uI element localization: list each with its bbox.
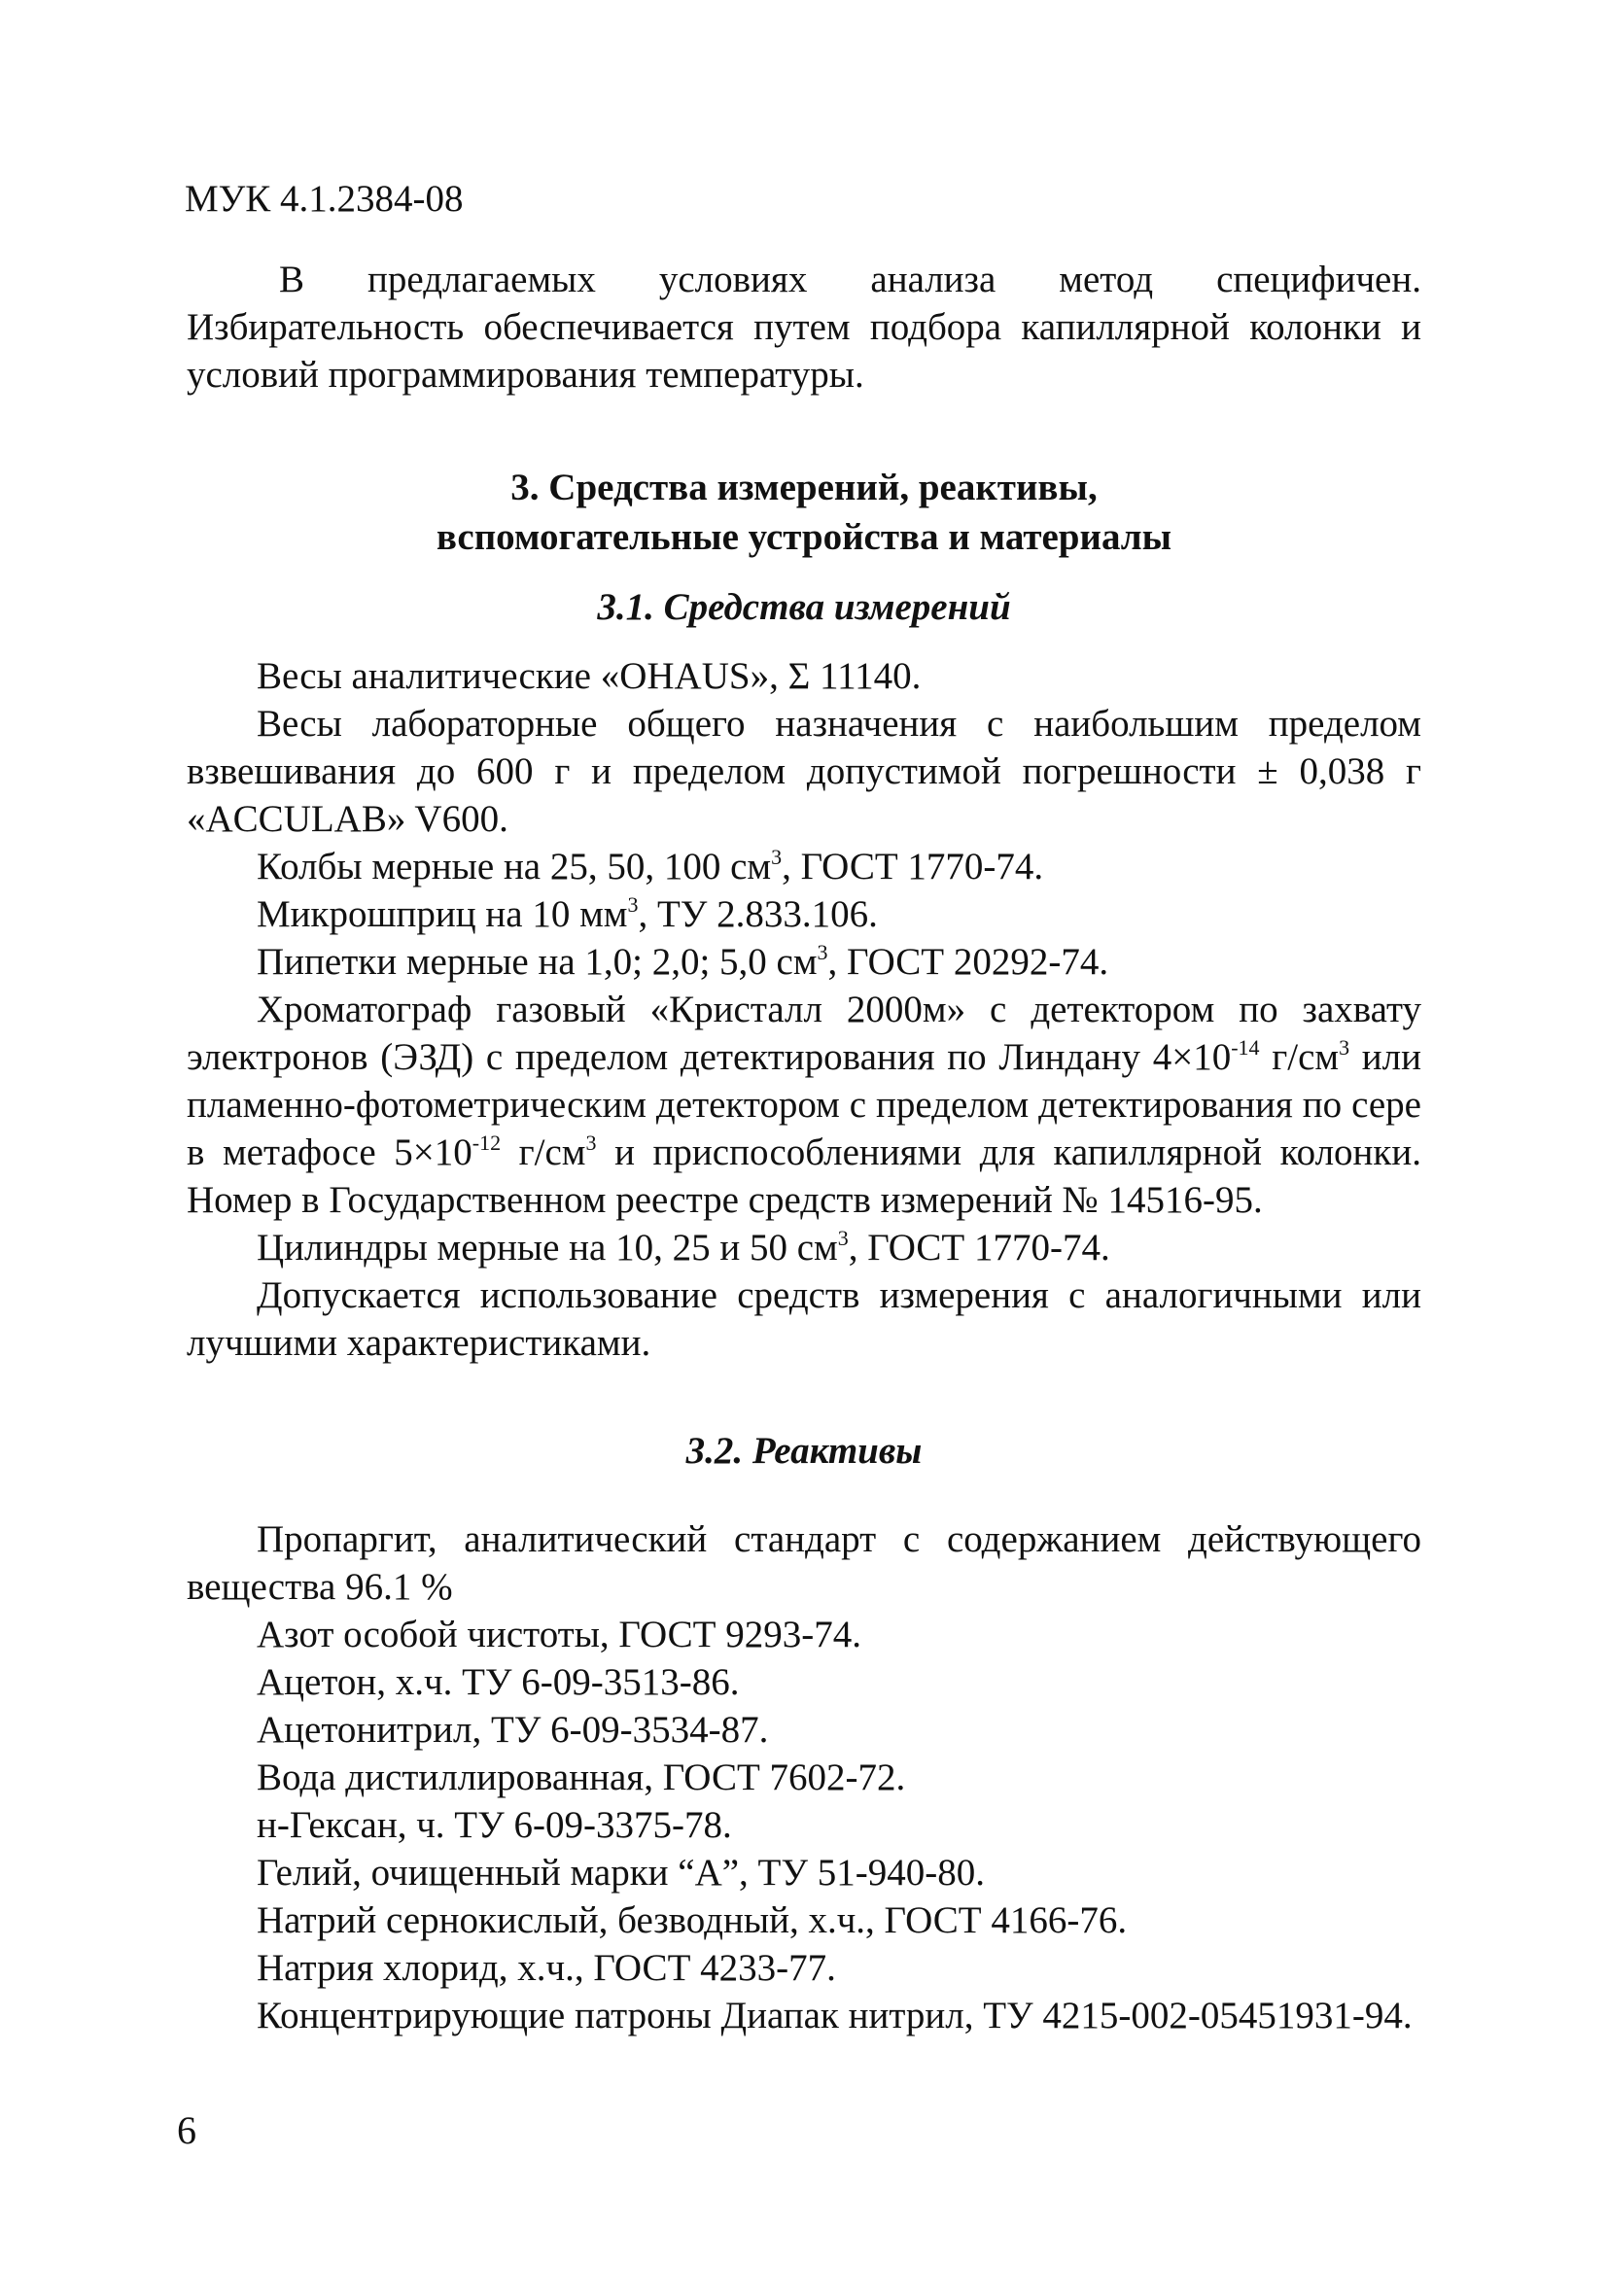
list-item: Натрий сернокислый, безводный, х.ч., ГОСТ 4166-76. [257, 1899, 1128, 1941]
list-item: Вода дистиллированная, ГОСТ 7602-72. [257, 1757, 906, 1798]
list-item: Цилиндры мерные на 10, 25 и 50 $см^3$, ГОСТ 1770-74. [257, 1226, 1110, 1269]
list-item: Колбы мерные на 25, 50, 100 $см^3$, ГОСТ 1770-74. [257, 845, 1044, 887]
list-item: Ацетонитрил, ТУ 6-09-3534-87. [257, 1709, 769, 1751]
list-item: Гелий, очищенный марки “А”, ТУ 51-940-80. [257, 1852, 985, 1894]
intro-paragraph: В предлагаемых условиях анализа метод специфичен. Избирательность обеспечивается путем подбора капиллярной колонки и условий программирования температуры. [187, 259, 1421, 396]
list-item: Натрия хлорид, х.ч., ГОСТ 4233-77. [257, 1947, 836, 1989]
list-item: Ацетон, х.ч. ТУ 6-09-3513-86. [257, 1661, 740, 1703]
list-item: Весы аналитические «OHAUS», Σ 11140. [257, 655, 922, 697]
document-code: МУК 4.1.2384-08 [185, 178, 464, 220]
subsection-title-reagents: 3.2. Реактивы [685, 1430, 923, 1472]
section-title [187, 463, 1421, 562]
list-item-chromatograph: Хроматограф газовый «Кристалл 2000м» с детектором по захвату электронов (ЭЗД) с пределом детектирования по Линдану $4\times 10^{-14}$ $г/см^3$ или пламенно-фотометрическим детектором с пределом детектирования по сере в метафосе $5\times 10^{-12}$ $г/см^3$ и приспособлениями для капиллярной колонки. Номер в Государственном реестре средств измерений № 14516-95. [187, 989, 1421, 1221]
list-item: Пипетки мерные на 1,0; 2,0; 5,0 $см^3$, ГОСТ 20292-74. [257, 940, 1109, 983]
list-item: Микрошприц на 10 $мм^3$, ТУ 2.833.106. [257, 892, 878, 935]
page-number: 6 [177, 2108, 196, 2152]
list-item: Азот особой чистоты, ГОСТ 9293-74. [257, 1614, 861, 1655]
document-page [187, 175, 1421, 2039]
section-title-line-2: вспомогательные устройства и материалы [436, 516, 1172, 558]
subsection-title-measuring-instruments: 3.1. Средства измерений [597, 586, 1011, 628]
list-item: Весы лабораторные общего назначения с наибольшим пределом взвешивания до 600 г и пределом допустимой погрешности ± 0,038 г «ACCULAB» V600. [187, 703, 1421, 840]
list-item: н-Гексан, ч. ТУ 6-09-3375-78. [257, 1804, 732, 1846]
section-title-line-1: 3. Средства измерений, реактивы, [510, 467, 1098, 508]
list-item: Пропаргит, аналитический стандарт с содержанием действующего вещества 96.1 % [187, 1518, 1421, 1608]
list-item-allowance: Допускается использование средств измерения с аналогичными или лучшими характеристиками. [187, 1274, 1421, 1364]
list-item: Концентрирующие патроны Диапак нитрил, ТУ 4215-002-05451931-94. [257, 1995, 1413, 2036]
